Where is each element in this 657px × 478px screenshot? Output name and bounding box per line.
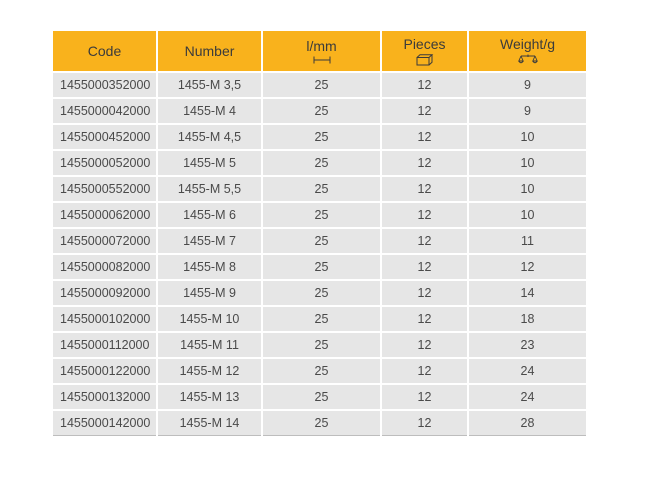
cell-length: 25	[262, 358, 381, 384]
header-length	[262, 31, 381, 72]
cell-weight: 24	[468, 384, 586, 410]
cell-number: 1455-M 6	[157, 202, 262, 228]
cell-weight: 9	[468, 72, 586, 98]
cell-weight: 10	[468, 150, 586, 176]
cell-weight: 10	[468, 202, 586, 228]
cell-pieces: 12	[381, 72, 468, 98]
cell-weight: 10	[468, 124, 586, 150]
cell-pieces: 12	[381, 98, 468, 124]
cell-number: 1455-M 13	[157, 384, 262, 410]
cell-code: 1455000062000	[53, 202, 157, 228]
table-body	[53, 72, 586, 436]
cell-number: 1455-M 5	[157, 150, 262, 176]
cell-pieces: 12	[381, 280, 468, 306]
cell-code: 1455000142000	[53, 410, 157, 436]
cell-code: 1455000082000	[53, 254, 157, 280]
cell-number: 1455-M 14	[157, 410, 262, 436]
cell-length: 25	[262, 384, 381, 410]
cell-code: 1455000132000	[53, 384, 157, 410]
cell-code: 1455000122000	[53, 358, 157, 384]
cell-pieces: 12	[381, 332, 468, 358]
cell-number: 1455-M 11	[157, 332, 262, 358]
cell-length: 25	[262, 72, 381, 98]
cell-code: 1455000072000	[53, 228, 157, 254]
cell-length: 25	[262, 332, 381, 358]
table-row	[53, 384, 586, 410]
cell-number: 1455-M 5,5	[157, 176, 262, 202]
cell-length: 25	[262, 98, 381, 124]
cell-pieces: 12	[381, 358, 468, 384]
cell-code: 1455000452000	[53, 124, 157, 150]
cell-pieces: 12	[381, 124, 468, 150]
header-code-label: Code	[87, 43, 122, 59]
table-row	[53, 358, 586, 384]
cell-number: 1455-M 12	[157, 358, 262, 384]
cell-pieces: 12	[381, 202, 468, 228]
cell-length: 25	[262, 124, 381, 150]
cell-weight: 24	[468, 358, 586, 384]
cell-code: 1455000042000	[53, 98, 157, 124]
table-header	[53, 31, 586, 72]
cell-weight: 18	[468, 306, 586, 332]
cell-pieces: 12	[381, 254, 468, 280]
table-row	[53, 254, 586, 280]
table-row	[53, 150, 586, 176]
table-row	[53, 410, 586, 436]
cell-length: 25	[262, 176, 381, 202]
cell-weight: 12	[468, 254, 586, 280]
product-table-container	[52, 31, 586, 436]
cell-number: 1455-M 7	[157, 228, 262, 254]
cell-number: 1455-M 3,5	[157, 72, 262, 98]
header-weight	[468, 31, 586, 72]
cell-code: 1455000352000	[53, 72, 157, 98]
cell-pieces: 12	[381, 384, 468, 410]
table-row	[53, 332, 586, 358]
scale-icon	[518, 54, 538, 65]
length-dimension-icon	[313, 56, 331, 64]
cell-code: 1455000552000	[53, 176, 157, 202]
table-row	[53, 124, 586, 150]
table-row	[53, 202, 586, 228]
cell-pieces: 12	[381, 176, 468, 202]
cell-code: 1455000052000	[53, 150, 157, 176]
cell-length: 25	[262, 254, 381, 280]
header-pieces-label: Pieces	[403, 35, 446, 52]
cell-weight: 9	[468, 98, 586, 124]
table-row	[53, 98, 586, 124]
cell-length: 25	[262, 410, 381, 436]
cell-pieces: 12	[381, 410, 468, 436]
header-length-label: l/mm	[306, 37, 337, 54]
cell-weight: 11	[468, 228, 586, 254]
cell-number: 1455-M 4	[157, 98, 262, 124]
cell-number: 1455-M 9	[157, 280, 262, 306]
cell-length: 25	[262, 306, 381, 332]
table-row	[53, 176, 586, 202]
table-row	[53, 228, 586, 254]
header-number	[157, 31, 262, 72]
header-row	[53, 31, 586, 72]
cell-code: 1455000092000	[53, 280, 157, 306]
cell-number: 1455-M 10	[157, 306, 262, 332]
cell-length: 25	[262, 202, 381, 228]
cell-length: 25	[262, 150, 381, 176]
table-row	[53, 306, 586, 332]
cell-pieces: 12	[381, 228, 468, 254]
box-icon	[416, 54, 434, 66]
cell-length: 25	[262, 228, 381, 254]
header-code	[53, 31, 157, 72]
table-row	[53, 72, 586, 98]
cell-pieces: 12	[381, 150, 468, 176]
cell-weight: 10	[468, 176, 586, 202]
cell-number: 1455-M 8	[157, 254, 262, 280]
product-table	[53, 31, 586, 436]
cell-weight: 28	[468, 410, 586, 436]
cell-code: 1455000102000	[53, 306, 157, 332]
cell-weight: 23	[468, 332, 586, 358]
header-number-label: Number	[184, 43, 235, 59]
header-pieces	[381, 31, 468, 72]
cell-pieces: 12	[381, 306, 468, 332]
cell-code: 1455000112000	[53, 332, 157, 358]
table-row	[53, 280, 586, 306]
cell-number: 1455-M 4,5	[157, 124, 262, 150]
cell-weight: 14	[468, 280, 586, 306]
cell-length: 25	[262, 280, 381, 306]
header-weight-label: Weight/g	[500, 36, 555, 52]
